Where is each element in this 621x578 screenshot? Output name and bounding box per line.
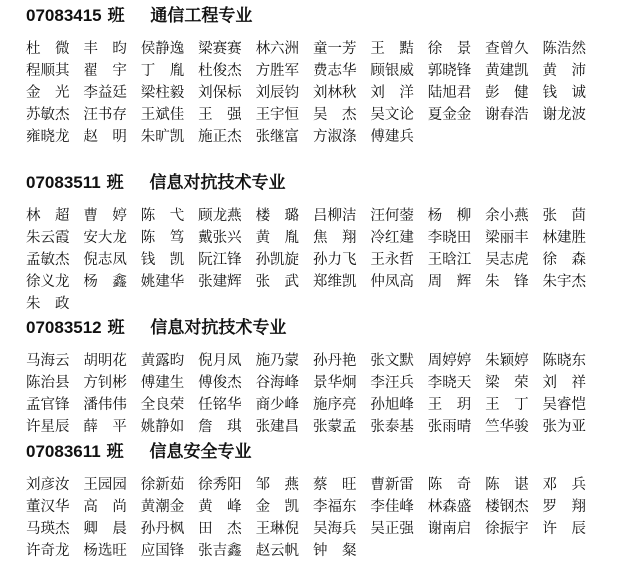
student-name: 蔡 旺 xyxy=(312,477,357,493)
student-name: 查曾久 xyxy=(485,41,529,57)
student-name: 施乃蒙 xyxy=(255,353,300,369)
student-name: 吴 杰 xyxy=(312,107,357,123)
student-name: 张 武 xyxy=(255,274,300,290)
student-name: 景华炯 xyxy=(312,375,357,391)
student-name: 徐 森 xyxy=(542,252,587,268)
student-name: 楼钢杰 xyxy=(485,499,529,515)
student-name: 李佳峰 xyxy=(370,499,414,515)
student-name-grid xyxy=(26,205,616,315)
name-row xyxy=(26,271,616,293)
name-row xyxy=(26,249,616,271)
student-name: 金 光 xyxy=(26,85,70,101)
student-name: 吴睿恺 xyxy=(542,397,587,413)
student-name: 施正杰 xyxy=(198,129,242,145)
major-name: 信息对抗技术专业 xyxy=(150,318,287,338)
student-name: 梁赛赛 xyxy=(198,41,242,57)
name-row xyxy=(26,126,616,148)
student-name: 徐新茹 xyxy=(140,477,185,493)
student-name: 丰 昀 xyxy=(83,41,127,57)
student-name: 张雨晴 xyxy=(427,419,472,435)
student-name: 刘 祥 xyxy=(542,375,587,391)
student-name: 费志华 xyxy=(312,63,357,79)
student-name: 陈 谌 xyxy=(485,477,529,493)
student-name: 朱宇杰 xyxy=(542,274,587,290)
name-row xyxy=(26,350,616,372)
student-name: 林六洲 xyxy=(255,41,300,57)
name-row xyxy=(26,540,616,562)
major-name: 信息对抗技术专业 xyxy=(149,173,286,193)
class-code: 07083415 xyxy=(26,6,102,25)
section-heading xyxy=(26,171,616,195)
student-name: 顾龙燕 xyxy=(198,208,242,224)
student-name: 陈 奇 xyxy=(427,477,472,493)
student-name: 梁柱毅 xyxy=(140,85,185,101)
student-name: 孟敏杰 xyxy=(26,252,70,268)
student-name: 许星辰 xyxy=(26,419,70,435)
student-name: 黄露昀 xyxy=(140,353,185,369)
class-word: 班 xyxy=(106,173,124,193)
student-name: 杜 微 xyxy=(26,41,70,57)
student-name: 冷红建 xyxy=(370,230,414,246)
student-name: 阮江锋 xyxy=(198,252,242,268)
student-name: 余小燕 xyxy=(485,208,529,224)
student-name: 吴志虎 xyxy=(485,252,529,268)
student-name: 徐 景 xyxy=(427,41,472,57)
student-name: 姚静如 xyxy=(140,419,185,435)
student-name: 张蒙孟 xyxy=(312,419,357,435)
student-name: 朱云霞 xyxy=(26,230,70,246)
student-name: 商少峰 xyxy=(255,397,300,413)
student-name: 顾银威 xyxy=(370,63,414,79)
student-name: 任铭华 xyxy=(198,397,242,413)
student-name: 倪志凤 xyxy=(83,252,127,268)
student-name: 刘辰钧 xyxy=(255,85,300,101)
student-name: 竺华骏 xyxy=(485,419,529,435)
student-name: 陈 弋 xyxy=(140,208,185,224)
student-name: 焦 翔 xyxy=(312,230,357,246)
student-name: 张继富 xyxy=(255,129,300,145)
student-name: 汪书存 xyxy=(83,107,127,123)
student-name: 吴文论 xyxy=(370,107,414,123)
student-name: 王园园 xyxy=(83,477,127,493)
student-name: 张吉鑫 xyxy=(198,543,242,559)
student-name: 金 凯 xyxy=(255,499,300,515)
student-name: 丁 胤 xyxy=(140,63,185,79)
student-name: 钱 诚 xyxy=(542,85,587,101)
student-name: 方胜军 xyxy=(255,63,300,79)
student-name: 王 玥 xyxy=(427,397,472,413)
student-name: 姚建华 xyxy=(140,274,185,290)
student-name: 孙旭峰 xyxy=(370,397,414,413)
student-name: 钱 凯 xyxy=(140,252,185,268)
student-name: 张为亚 xyxy=(542,419,587,435)
class-section-07083511 xyxy=(26,171,616,315)
student-name: 李汪兵 xyxy=(370,375,414,391)
name-row xyxy=(26,104,616,126)
student-name: 仲凤高 xyxy=(370,274,414,290)
class-word: 班 xyxy=(107,6,125,26)
student-name: 杨选旺 xyxy=(83,543,127,559)
student-name: 张文默 xyxy=(370,353,414,369)
student-name: 胡明花 xyxy=(83,353,127,369)
student-name: 王 丁 xyxy=(485,397,529,413)
student-name: 夏金金 xyxy=(427,107,472,123)
name-row xyxy=(26,394,616,416)
class-section-07083415 xyxy=(26,4,616,148)
class-word: 班 xyxy=(107,318,125,338)
student-name-grid xyxy=(26,38,616,148)
student-name: 杜俊杰 xyxy=(198,63,242,79)
student-name: 应国锋 xyxy=(140,543,185,559)
class-code: 07083512 xyxy=(26,318,102,337)
student-name: 彭 健 xyxy=(485,85,529,101)
class-section-07083611 xyxy=(26,440,616,562)
student-name: 雍晓龙 xyxy=(26,129,70,145)
student-name: 汪何蓥 xyxy=(370,208,414,224)
class-section-07083512 xyxy=(26,316,616,438)
student-name: 施序亮 xyxy=(312,397,357,413)
student-name: 刘保标 xyxy=(198,85,242,101)
student-name: 翟 宇 xyxy=(83,63,127,79)
name-row xyxy=(26,518,616,540)
student-name: 钟 粲 xyxy=(312,543,357,559)
student-name: 童一芳 xyxy=(312,41,357,57)
student-name: 刘彦汝 xyxy=(26,477,70,493)
major-name: 信息安全专业 xyxy=(149,442,252,462)
name-row xyxy=(26,474,616,496)
student-name: 方淑涤 xyxy=(312,129,357,145)
student-name: 刘林秋 xyxy=(312,85,357,101)
name-row xyxy=(26,293,616,315)
name-row xyxy=(26,227,616,249)
student-name: 许 辰 xyxy=(542,521,587,537)
student-name: 徐秀阳 xyxy=(198,477,242,493)
student-name: 马海云 xyxy=(26,353,70,369)
student-name-grid xyxy=(26,350,616,438)
student-name: 陈浩然 xyxy=(542,41,587,57)
student-name: 朱 政 xyxy=(26,296,70,312)
student-name: 傅俊杰 xyxy=(198,375,242,391)
student-name: 黄建凯 xyxy=(485,63,529,79)
student-name: 周婷婷 xyxy=(427,353,472,369)
student-name: 孙力飞 xyxy=(312,252,357,268)
section-heading xyxy=(26,316,616,340)
student-name: 董汉华 xyxy=(26,499,70,515)
student-name: 孙丹枫 xyxy=(140,521,185,537)
student-name: 王永哲 xyxy=(370,252,414,268)
student-name: 黄 胤 xyxy=(255,230,300,246)
class-code: 07083511 xyxy=(26,173,101,192)
student-name: 梁丽丰 xyxy=(485,230,529,246)
name-row xyxy=(26,416,616,438)
student-name: 郭晓锋 xyxy=(427,63,472,79)
student-name: 戴张兴 xyxy=(198,230,242,246)
student-name: 郑维凯 xyxy=(312,274,357,290)
student-name: 王琳倪 xyxy=(255,521,300,537)
student-name: 朱 锋 xyxy=(485,274,529,290)
student-name: 王 强 xyxy=(198,107,242,123)
student-name: 李福东 xyxy=(312,499,357,515)
student-name: 李晓田 xyxy=(427,230,472,246)
student-name: 傅建生 xyxy=(140,375,185,391)
student-name: 徐义龙 xyxy=(26,274,70,290)
student-name: 李晓天 xyxy=(427,375,472,391)
student-name: 谷海峰 xyxy=(255,375,300,391)
student-name: 赵 明 xyxy=(83,129,127,145)
student-name: 田 杰 xyxy=(198,521,242,537)
student-name: 黄 峰 xyxy=(198,499,242,515)
student-name: 陈晓东 xyxy=(542,353,587,369)
student-name: 王斌佳 xyxy=(140,107,185,123)
student-name: 周 辉 xyxy=(427,274,472,290)
student-name: 黄 沛 xyxy=(542,63,587,79)
student-name: 张泰基 xyxy=(370,419,414,435)
student-name: 侯静逸 xyxy=(140,41,185,57)
student-name: 刘 洋 xyxy=(370,85,414,101)
student-name: 傅建兵 xyxy=(370,129,414,145)
student-name: 谢春浩 xyxy=(485,107,529,123)
student-name: 杨 鑫 xyxy=(83,274,127,290)
student-name: 苏敏杰 xyxy=(26,107,70,123)
student-name: 罗 翔 xyxy=(542,499,587,515)
name-row xyxy=(26,38,616,60)
student-name: 朱颖婷 xyxy=(485,353,529,369)
student-name: 孙丹艳 xyxy=(312,353,357,369)
student-name: 张 茴 xyxy=(542,208,587,224)
student-name: 张建辉 xyxy=(198,274,242,290)
student-name: 许奇龙 xyxy=(26,543,70,559)
student-name: 马瑛杰 xyxy=(26,521,70,537)
student-name: 潘伟伟 xyxy=(83,397,127,413)
student-name: 赵云帆 xyxy=(255,543,300,559)
student-name: 陈 笃 xyxy=(140,230,185,246)
student-name: 黄潮金 xyxy=(140,499,185,515)
student-name: 吕柳洁 xyxy=(312,208,357,224)
name-row xyxy=(26,82,616,104)
student-name: 徐振宇 xyxy=(485,521,529,537)
student-name: 梁 荣 xyxy=(485,375,529,391)
student-name: 全良荣 xyxy=(140,397,185,413)
student-name: 林 超 xyxy=(26,208,70,224)
student-name: 王 黠 xyxy=(370,41,414,57)
student-name: 卿 晨 xyxy=(83,521,127,537)
student-name: 陈治县 xyxy=(26,375,70,391)
student-name: 薛 平 xyxy=(83,419,127,435)
student-name-grid xyxy=(26,474,616,562)
major-name: 通信工程专业 xyxy=(150,6,253,26)
student-name: 曹新雷 xyxy=(370,477,414,493)
student-name: 程顺其 xyxy=(26,63,70,79)
student-name: 王宇恒 xyxy=(255,107,300,123)
student-name: 林森盛 xyxy=(427,499,472,515)
student-name: 曹 婷 xyxy=(83,208,127,224)
student-name: 邓 兵 xyxy=(542,477,587,493)
section-heading xyxy=(26,440,616,464)
name-row xyxy=(26,205,616,227)
student-name: 倪月凤 xyxy=(198,353,242,369)
student-name: 张建昌 xyxy=(255,419,300,435)
student-name: 邹 燕 xyxy=(255,477,300,493)
section-heading xyxy=(26,4,616,28)
student-name: 安大龙 xyxy=(83,230,127,246)
student-name: 高 尚 xyxy=(83,499,127,515)
student-name: 孙凯旋 xyxy=(255,252,300,268)
student-name: 杨 柳 xyxy=(427,208,472,224)
student-name: 方钊彬 xyxy=(83,375,127,391)
student-name: 詹 琪 xyxy=(198,419,242,435)
class-code: 07083611 xyxy=(26,442,101,461)
student-name: 朱旷凯 xyxy=(140,129,185,145)
student-name: 吴正强 xyxy=(370,521,414,537)
student-name: 吴海兵 xyxy=(312,521,357,537)
student-name: 楼 璐 xyxy=(255,208,300,224)
student-name: 陆旭君 xyxy=(427,85,472,101)
name-row xyxy=(26,372,616,394)
student-name: 谢龙波 xyxy=(542,107,587,123)
name-row xyxy=(26,496,616,518)
student-name: 谢南启 xyxy=(427,521,472,537)
class-word: 班 xyxy=(106,442,124,462)
student-name: 林建胜 xyxy=(542,230,587,246)
student-name: 王晗江 xyxy=(427,252,472,268)
student-name: 孟官锋 xyxy=(26,397,70,413)
student-name: 李益廷 xyxy=(83,85,127,101)
name-row xyxy=(26,60,616,82)
